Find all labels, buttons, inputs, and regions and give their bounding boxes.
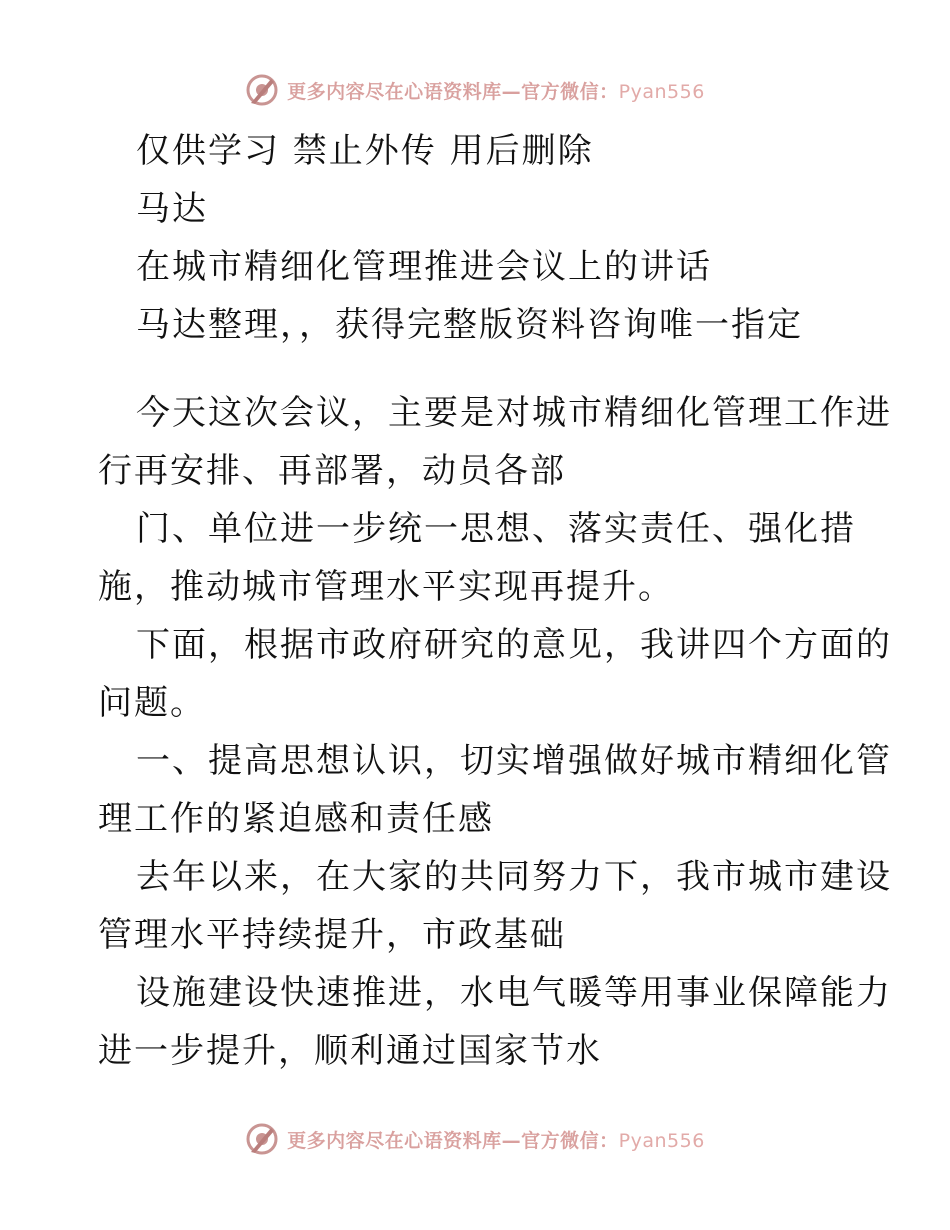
- body-line: 行再安排、再部署，动员各部: [98, 451, 566, 491]
- body-line: 去年以来，在大家的共同努力下，我市城市建设: [136, 857, 892, 897]
- quill-logo-icon: [245, 73, 279, 107]
- body-line: 下面，根据市政府研究的意见，我讲四个方面的: [136, 625, 892, 665]
- body-line: 门、单位进一步统一思想、落实责任、强化措: [136, 509, 856, 549]
- banner-text: 更多内容尽在心语资料库—官方微信：Pyan556: [287, 80, 705, 103]
- body-line: 设施建设快速推进，水电气暖等用事业保障能力: [136, 973, 892, 1013]
- body-line: 进一步提升，顺利通过国家节水: [98, 1031, 602, 1071]
- footer-watermark-banner: [0, 1117, 950, 1161]
- section-heading: 一、提高思想认识，切实增强做好城市精细化管: [136, 741, 892, 781]
- document-body: [98, 122, 892, 1080]
- header-line: 在城市精细化管理推进会议上的讲话: [136, 247, 712, 287]
- banner-handle: Pyan556: [618, 1129, 705, 1152]
- header-line: 马达整理，，获得完整版资料咨询唯一指定: [136, 305, 803, 345]
- header-line: 马达: [136, 189, 208, 229]
- banner-text: 更多内容尽在心语资料库—官方微信：Pyan556: [287, 1129, 705, 1152]
- header-line: 仅供学习 禁止外传 用后删除: [136, 131, 594, 171]
- section-heading: 理工作的紧迫感和责任感: [98, 799, 494, 839]
- body-line: 管理水平持续提升，市政基础: [98, 915, 566, 955]
- body-line: 今天这次会议，主要是对城市精细化管理工作进: [136, 393, 892, 433]
- body-line: 问题。: [98, 683, 206, 723]
- banner-handle: Pyan556: [618, 80, 705, 103]
- quill-logo-icon: [245, 1122, 279, 1156]
- header-watermark-banner: [0, 68, 950, 112]
- body-line: 施，推动城市管理水平实现再提升。: [98, 567, 674, 607]
